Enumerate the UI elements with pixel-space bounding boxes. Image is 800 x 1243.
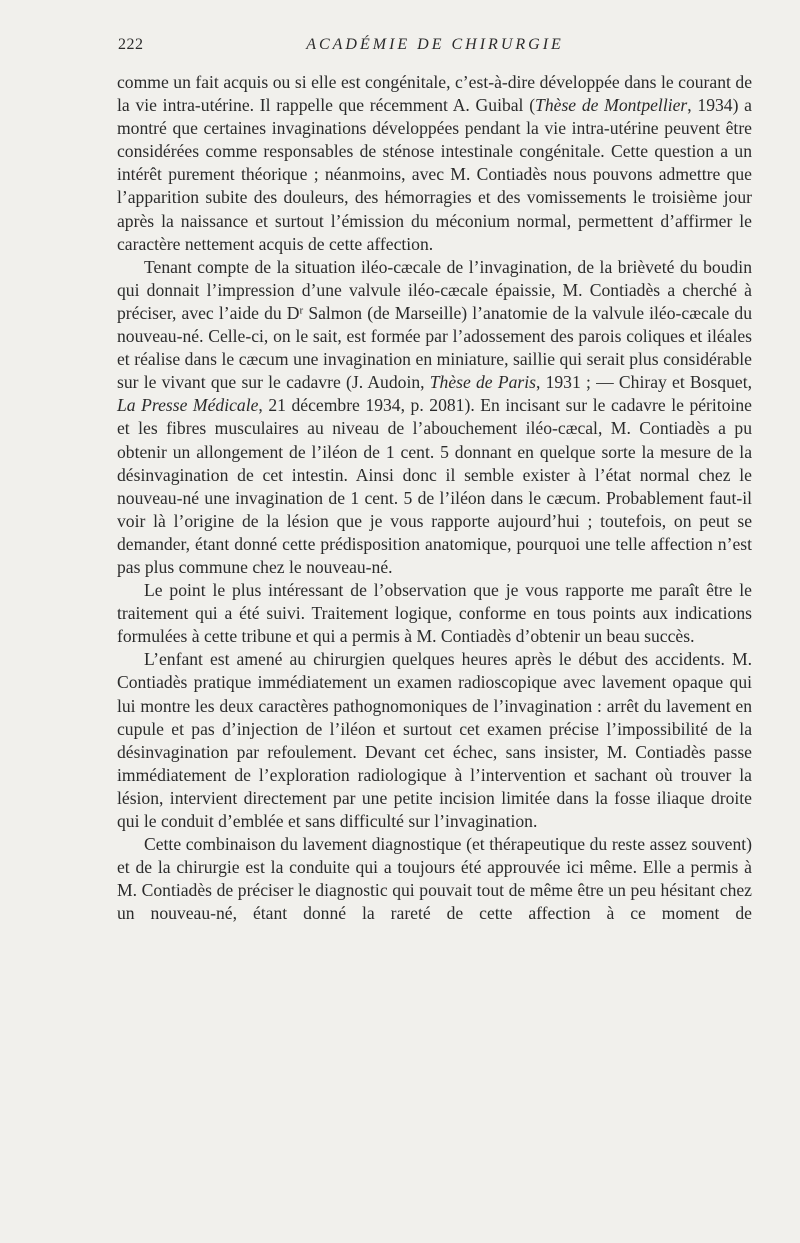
body-text: [117, 71, 752, 925]
text-run: , 1934) a montré que certaines invaginations développées pendant la vie intra-utérine peuvent être considérées comme responsables de sténose intestinale congénitale. Cette question a un intérêt purement théorique ; néanmoins, avec M. Contiadès nous pouvons admettre que l’apparition subite des douleurs, des hémorragies et des vomissements le troisième jour après la naissance et surtout l’émission du méconium normal, permettent d’affirmer le caractère nettement acquis de cette affection.: [117, 95, 752, 254]
italic-citation: Thèse de Paris: [429, 372, 536, 393]
running-title: ACADÉMIE DE CHIRURGIE: [306, 36, 564, 53]
paragraph: [117, 256, 752, 579]
superscript: r: [299, 304, 304, 317]
paragraph: [117, 579, 752, 648]
text-run: , 1931 ; — Chiray et Bosquet,: [535, 372, 752, 393]
text-run: , 21 décembre 1934, p. 2081). En incisant sur le cadavre le péritoine et les fibres musculaires au niveau de l’abouchement iléo-cæcal, M. Contiadès a pu obtenir un allongement de l’iléon de 1 cent. 5 donnant en quelque sorte la mesure de la désinvagination de cet intestin. Ainsi donc il semble exister à l’état normal chez le nouveau-né une invagination de 1 cent. 5 de l’iléon dans le cæcum. Probablement faut-il voir là l’origine de la lésion que je vous rapporte aujourd’hui ; toutefois, on peut se demander, étant donné cette prédisposition anatomique, pourquoi une telle affection n’est pas plus commune chez le nouveau-né.: [117, 395, 752, 577]
italic-citation: Thèse de Montpellier: [535, 95, 688, 116]
text-run: Tenant compte de la situation iléo-cæcale de l’invagination, de la brièveté du boudin qui donnait l’impression d’une valvule iléo-cæcale épaissie, M. Contiadès a cherché à préciser, avec l’aide du D: [117, 256, 752, 323]
text-run: Cette combinaison du lavement diagnostique (et thérapeutique du reste assez souvent) et de la chirurgie est la conduite qui a toujours été approuvée ici même. Elle a permis à M. Contiadès de préciser le diagnostic qui pouvait tout de même être un peu hésitant chez un nouveau-né, étant donné la rareté de cette affection à ce moment de: [117, 834, 752, 924]
page-number: 222: [118, 36, 144, 53]
paragraph: [117, 71, 752, 256]
paragraph: [117, 833, 752, 925]
text-run: L’enfant est amené au chirurgien quelques heures après le début des accidents. M. Contiadès pratique immédiatement un examen radioscopique avec lavement opaque qui lui montre les deux caractères pathognomoniques de l’invagination : arrêt du lavement en cupule et pas d’injection de l’iléon et surtout cet examen précise l’impossibilité de la désinvagination par refoulement. Devant cet échec, sans insister, M. Contiadès passe immédiatement de l’exploration radiologique à l’intervention et sachant où trouver la lésion, intervient directement par une petite incision limitée dans la fosse iliaque droite qui le conduit d’emblée et sans difficulté sur l’invagination.: [117, 649, 752, 831]
text-run: comme un fait acquis ou si elle est congénitale, c’est-à-dire développée dans le courant de la vie intra-utérine. Il rappelle que récemment A. Guibal (: [117, 72, 752, 116]
italic-citation: La Presse Médicale: [117, 395, 259, 416]
page-header: [118, 36, 752, 60]
paragraph: [117, 648, 752, 833]
text-run: Le point le plus intéressant de l’observation que je vous rapporte me paraît être le traitement qui a été suivi. Traitement logique, conforme en tous points aux indications formulées à cette tribune et qui a permis à M. Contiadès d’obtenir un beau succès.: [117, 580, 752, 647]
text-run: Salmon (de Marseille) l’anatomie de la valvule iléo-cæcale du nouveau-né. Celle-ci, on le sait, est formée par l’adossement des parois coliques et iléales et réalise dans le cæcum une invagination en miniature, saillie qui serait plus considérable sur le vivant que sur le cadavre (J. Audoin,: [117, 302, 752, 393]
